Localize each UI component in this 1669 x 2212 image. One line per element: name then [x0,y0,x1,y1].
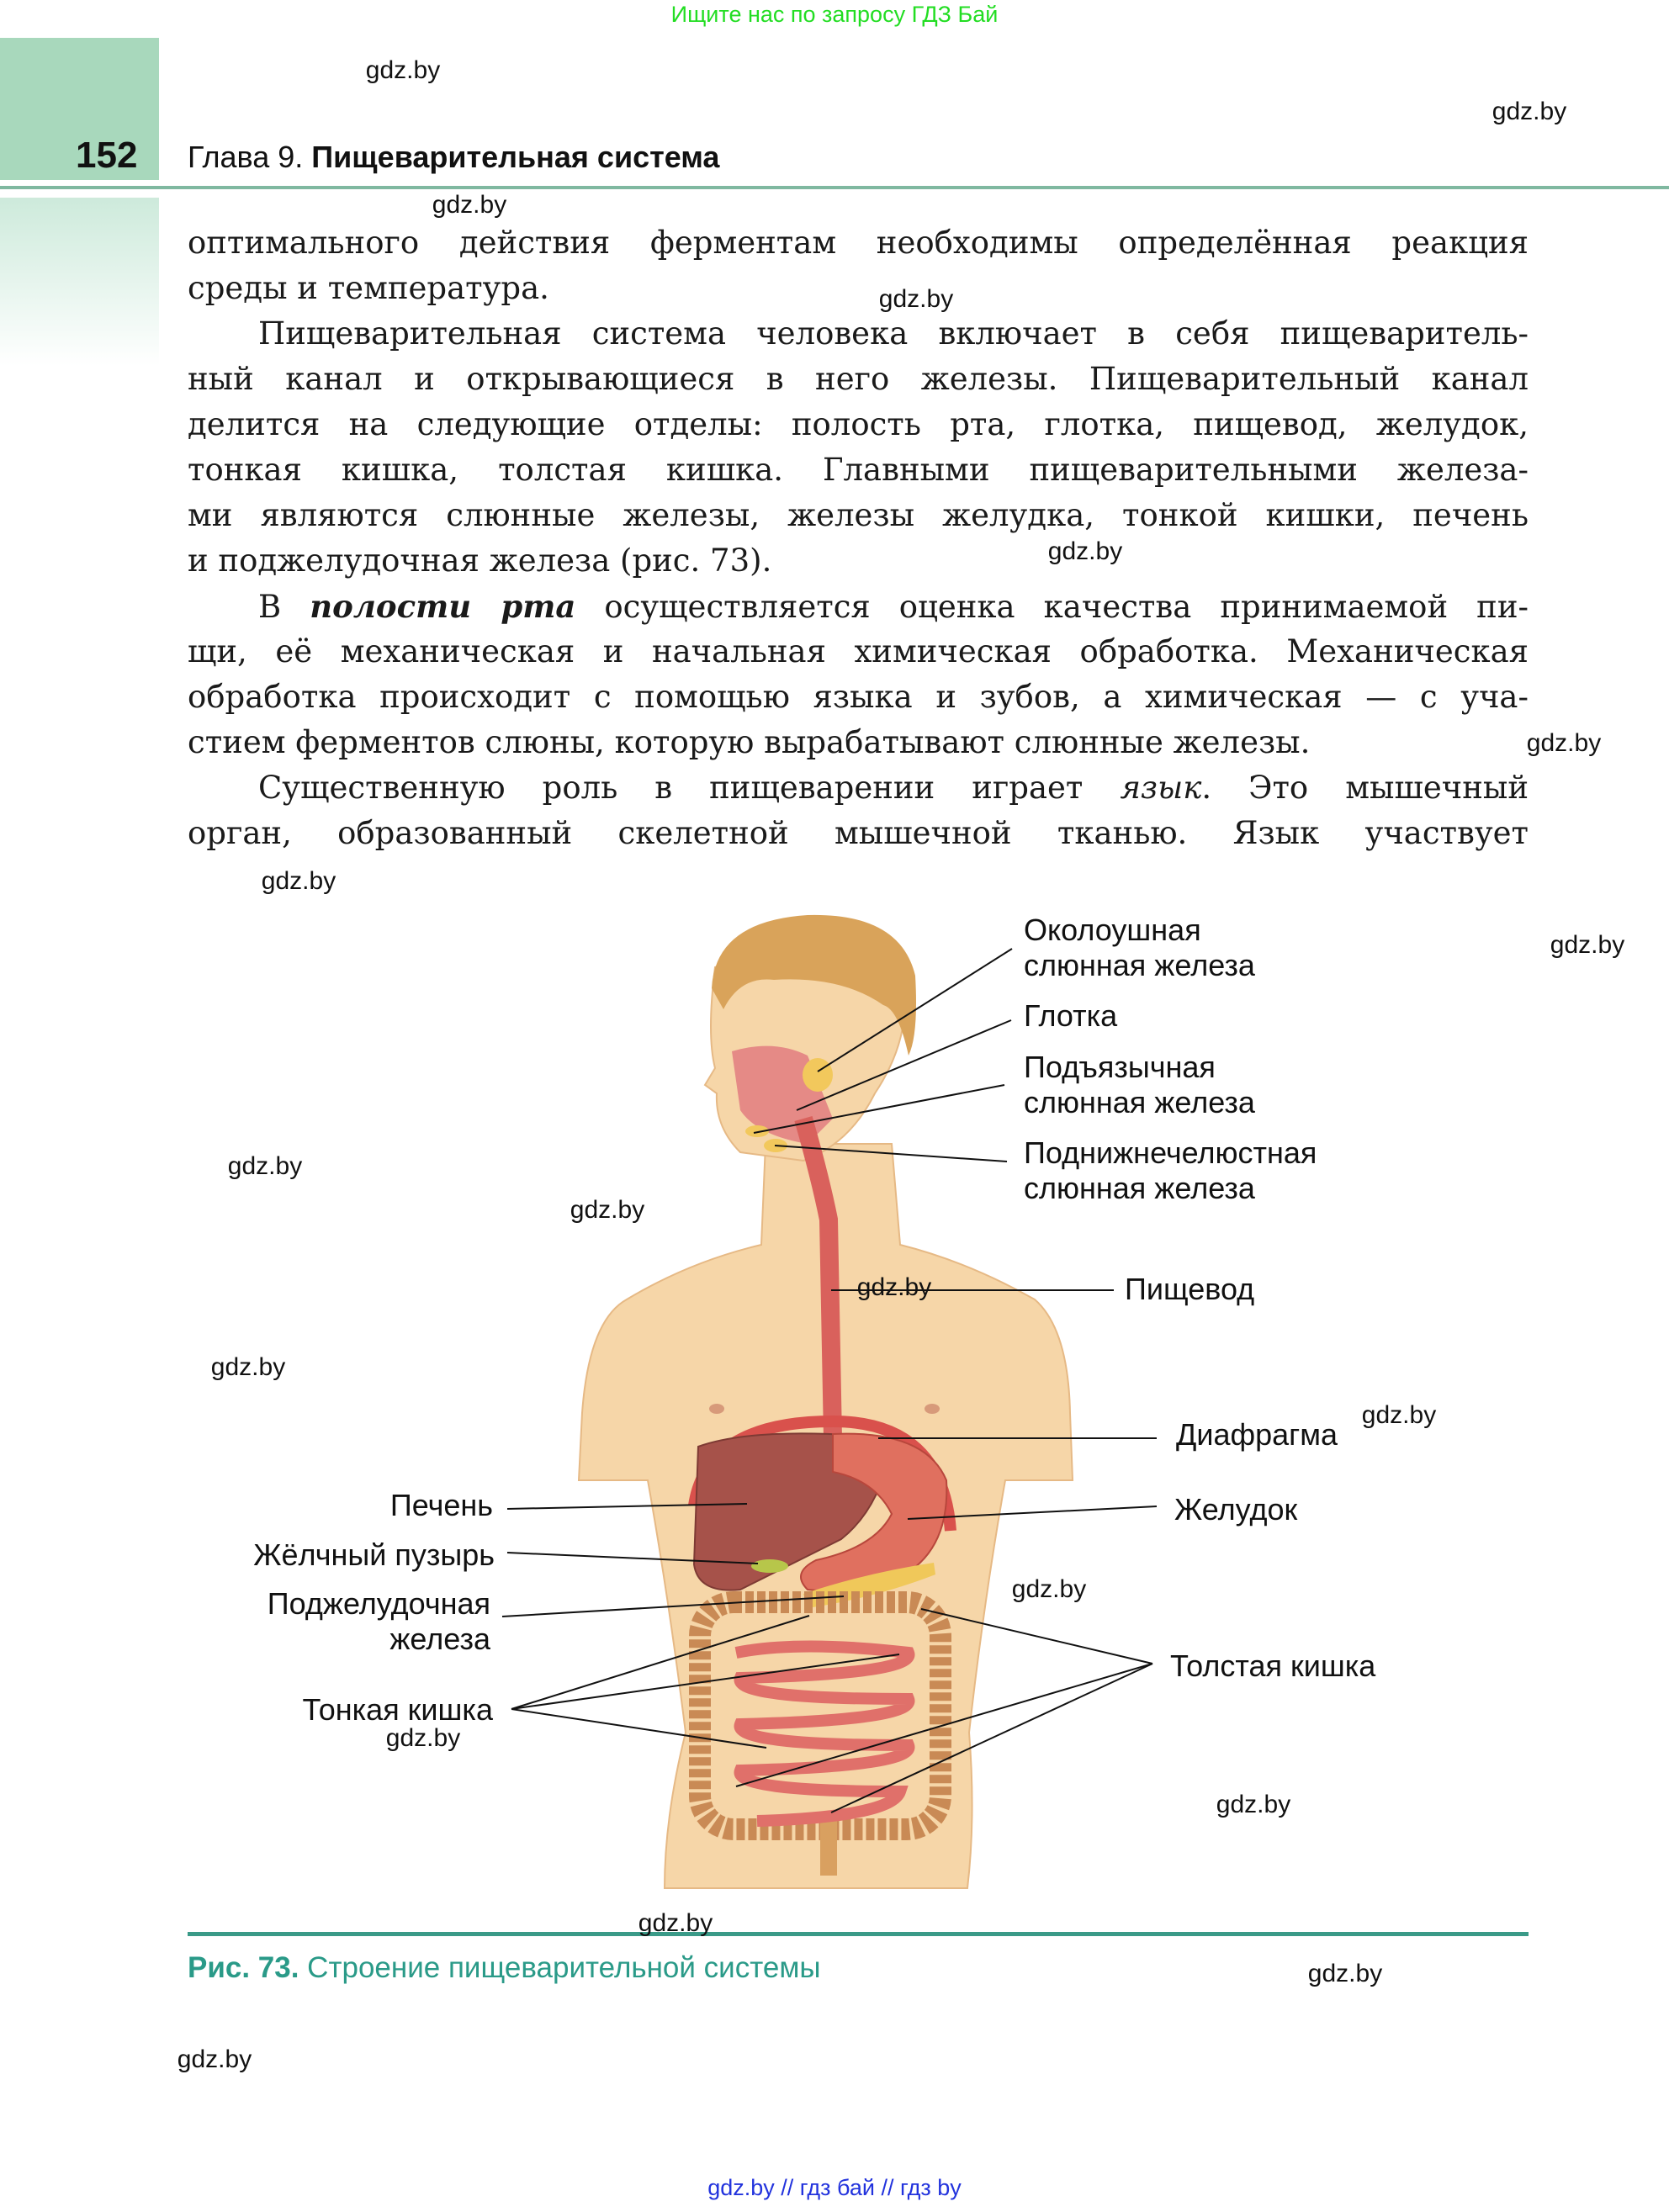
watermark: gdz.by [1011,1575,1087,1603]
watermark: gdz.by [856,1273,932,1301]
label-large-intestine: Толстая кишка [1170,1648,1376,1683]
text-segment: осуществляется оценка качества принимаемой пи- [575,589,1529,625]
watermark: gdz.by [1361,1401,1437,1429]
label-liver: Печень [389,1488,493,1522]
watermark: gdz.by [1526,729,1602,757]
term-emphasis: полости рта [310,588,576,625]
label-parotid-gland: Околоушная слюнная железа [1024,913,1255,982]
label-esophagus: Пищевод [1125,1272,1255,1306]
watermark: gdz.by [1216,1791,1291,1818]
watermark: gdz.by [432,191,507,219]
label-diaphragm: Диафрагма [1176,1417,1338,1452]
chapter-prefix: Глава 9. [188,140,304,174]
text-segment: В [258,589,310,625]
gallbladder [751,1559,788,1573]
caption-number: Рис. 73. [188,1951,299,1984]
parotid-gland [803,1058,833,1092]
nipple-left [709,1404,724,1414]
figure-caption [188,1951,821,1985]
label-pharynx: Глотка [1024,998,1118,1033]
watermark: gdz.by [878,285,954,313]
term-emphasis: язык [1120,770,1202,806]
text-segment: . Это мышечный [1201,770,1529,806]
text-line: делится на следующие отделы: полость рта, глотка, пищевод, желудок, [188,406,1529,442]
text-line: обработка происходит с помощью языка и зубов, а химическая — с уча- [188,679,1529,715]
watermark: gdz.by [385,1724,461,1752]
label-stomach: Желудок [1174,1492,1298,1527]
text-line: среды и температура. [188,270,549,306]
watermark: gdz.by [1492,98,1567,125]
nipple-right [925,1404,940,1414]
watermark: gdz.by [638,1909,713,1937]
watermark: gdz.by [227,1152,303,1180]
text-segment: Существенную роль в пищеварении играет [258,770,1121,806]
text-line: Пищеварительная система человека включает в себя пищеваритель- [258,315,1529,352]
text-line: и поджелудочная железа (рис. 73). [188,542,772,579]
watermark: gdz.by [1307,1960,1383,1987]
watermark: gdz.by [210,1353,286,1381]
watermark: gdz.by [1047,537,1123,565]
watermark: gdz.by [570,1196,645,1224]
label-sublingual-gland: Подъязычная слюнная железа [1024,1050,1255,1119]
text-line: ный канал и открывающиеся в него железы. Пищеварительный канал [188,361,1529,397]
caption-divider [188,1932,1529,1936]
label-small-intestine: Тонкая кишка [302,1692,493,1727]
chapter-title: Пищеварительная система [311,140,720,174]
text-line: орган, образованный скелетной мышечной тканью. Язык участвует [188,815,1529,851]
text-line: ми являются слюнные железы, железы желудка, тонкой кишки, печень [188,497,1529,533]
label-submandibular-gland: Поднижнечелюстная слюнная железа [1024,1135,1317,1205]
caption-text: Строение пищеварительной системы [307,1951,821,1984]
watermark: gdz.by [365,56,441,84]
top-banner: Ищите нас по запросу ГДЗ Бай [670,2,999,27]
text-line: щи, её механическая и начальная химическая обработка. Механическая [188,633,1529,669]
label-gallbladder: Жёлчный пузырь [253,1537,495,1572]
watermark: gdz.by [261,867,336,895]
footer-links[interactable]: gdz.by // гдз бай // гдз by [707,2175,962,2200]
watermark: gdz.by [1550,931,1625,959]
label-pancreas: Поджелудочная железа [267,1586,490,1656]
watermark: gdz.by [177,2045,252,2073]
text-line: оптимального действия ферментам необходимы определённая реакция [188,225,1529,261]
page-number: 152 [76,135,138,176]
text-line: стием ферментов слюны, которую вырабатывают слюнные железы. [188,724,1311,760]
text-line: тонкая кишка, толстая кишка. Главными пищеварительными железа- [188,452,1529,488]
